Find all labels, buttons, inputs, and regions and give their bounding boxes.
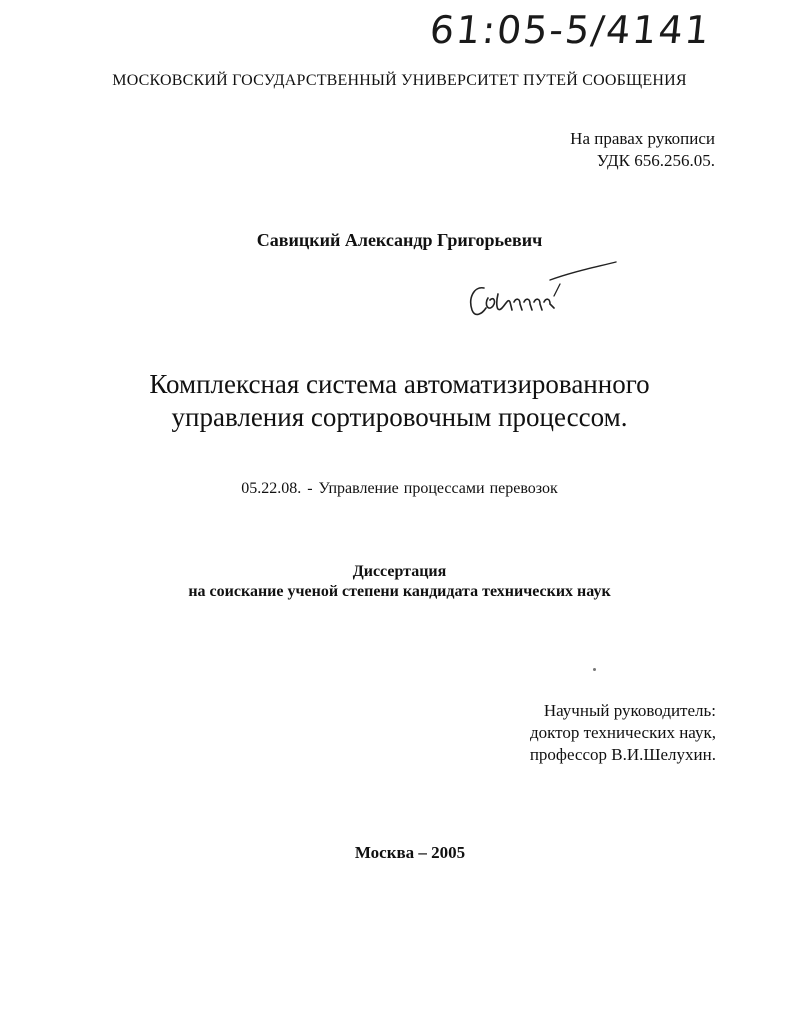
specialty-name: Управление процессами перевозок [318,480,558,497]
author-name: Савицкий Александр Григорьевич [256,230,543,250]
degree-description: на соискание ученой степени кандидата технических наук [188,583,611,600]
signature [462,258,622,328]
specialty-separator: - [307,480,313,497]
city-year: Москва – 2005 [354,843,466,862]
university-name: МОСКОВСКИЙ ГОСУДАРСТВЕННЫЙ УНИВЕРСИТЕТ ПУТЕЙ СООБЩЕНИЯ [112,72,687,89]
supervisor-block [480,700,716,766]
degree-block [0,562,799,602]
scan-speck [593,668,596,671]
supervisor-degree: доктор технических наук, [529,723,716,742]
archive-handwritten-number: 61:05-5/4141 [427,8,714,52]
rights-label: На правах рукописи [570,129,715,148]
specialty-line [0,480,799,498]
supervisor-name: профессор В.И.Шелухин. [529,745,716,764]
dissertation-title [0,368,799,434]
udk-code: УДК 656.256.05. [596,151,715,170]
specialty-code: 05.22.08. [241,480,302,497]
title-line-2: управления сортировочным процессом. [171,402,628,432]
title-line-1: Комплексная система автоматизированного [149,369,650,399]
supervisor-label: Научный руководитель: [543,701,716,720]
rights-block [540,128,715,172]
degree-type: Диссертация [352,563,447,580]
